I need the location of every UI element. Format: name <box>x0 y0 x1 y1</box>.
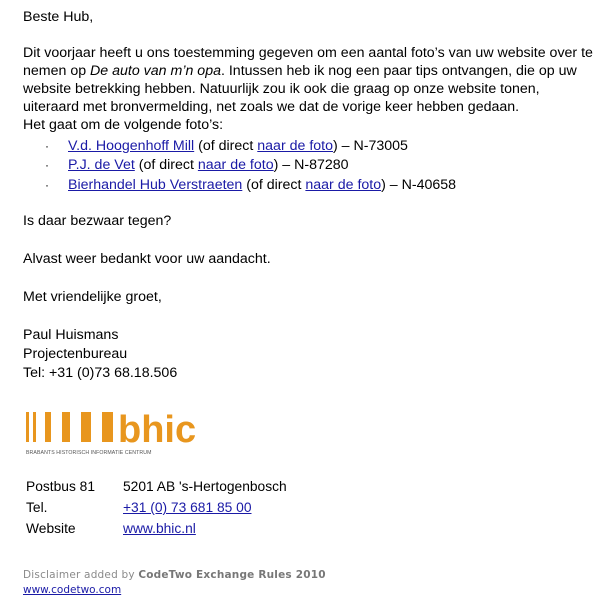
table-row <box>26 476 287 497</box>
contact-label: Tel. <box>26 500 48 515</box>
bhic-logo-icon <box>26 408 206 458</box>
table-row <box>26 518 287 539</box>
logo-subtitle: BRABANTS HISTORISCH INFORMATIE CENTRUM <box>26 450 152 456</box>
signature <box>23 326 177 383</box>
bullet: · <box>45 177 49 192</box>
photo-name-link[interactable]: P.J. de Vet <box>68 157 135 174</box>
logo-text: bhic <box>118 409 197 451</box>
photo-name-link[interactable]: Bierhandel Hub Verstraeten <box>68 176 243 193</box>
codetwo-link[interactable]: www.codetwo.com <box>23 584 122 596</box>
website-link[interactable]: www.bhic.nl <box>123 521 196 536</box>
contact-label: Postbus 81 <box>26 479 96 494</box>
photo-text-pre: (of direct <box>242 176 306 193</box>
signature-department: Projectenbureau <box>23 346 128 362</box>
contact-value: 5201 AB 's-Hertogenbosch <box>123 479 287 494</box>
intro-paragraph <box>23 44 593 134</box>
disclaimer-product: CodeTwo Exchange Rules 2010 <box>138 569 326 581</box>
list-item <box>23 175 456 195</box>
bullet: · <box>45 158 49 173</box>
photo-direct-link[interactable]: naar de foto <box>305 176 382 193</box>
thanks: Alvast weer bedankt voor uw aandacht. <box>23 251 271 267</box>
photo-code: ) – N-87280 <box>273 157 349 174</box>
bullet: · <box>45 138 49 153</box>
intro-text-3: Het gaat om de volgende foto’s: <box>23 117 224 133</box>
intro-text-1: Dit voorjaar heeft u ons toestemming gegeven om een aantal foto’s van uw website over te nemen op <box>23 45 593 79</box>
bhic-logo <box>26 408 206 458</box>
photo-text-pre: (of direct <box>134 157 198 174</box>
phone-link[interactable]: +31 (0) 73 681 85 00 <box>123 500 252 515</box>
contact-label: Website <box>26 521 76 536</box>
signature-phone: Tel: +31 (0)73 68.18.506 <box>23 365 178 381</box>
photo-code: ) – N-40658 <box>381 176 457 193</box>
photo-direct-link[interactable]: naar de foto <box>257 137 334 154</box>
regards: Met vriendelijke groet, <box>23 289 162 305</box>
photo-direct-link[interactable]: naar de foto <box>197 157 274 174</box>
photo-list <box>23 136 456 195</box>
photo-code: ) – N-73005 <box>333 137 408 154</box>
disclaimer <box>23 569 326 581</box>
question: Is daar bezwaar tegen? <box>23 213 172 229</box>
table-row <box>26 497 287 518</box>
photo-text-pre: (of direct <box>194 137 258 154</box>
intro-text-2: . Intussen heb ik nog een paar tips ontvangen, die op uw website betrekking hebben. Natuurlijk zou ik ook die graag op onze website tonen, uiteraard met bronvermelding, net zoals we dat de vorige keer hebben gedaan. <box>23 63 577 115</box>
list-item <box>23 136 456 156</box>
intro-italic-title: De auto van m’n opa <box>90 63 221 79</box>
signature-name: Paul Huismans <box>23 327 119 343</box>
list-item <box>23 156 456 176</box>
disclaimer-prefix: Disclaimer added by <box>23 569 139 581</box>
photo-name-link[interactable]: V.d. Hoogenhoff Mill <box>68 137 195 154</box>
greeting: Beste Hub, <box>23 9 94 25</box>
contact-table <box>26 476 287 539</box>
